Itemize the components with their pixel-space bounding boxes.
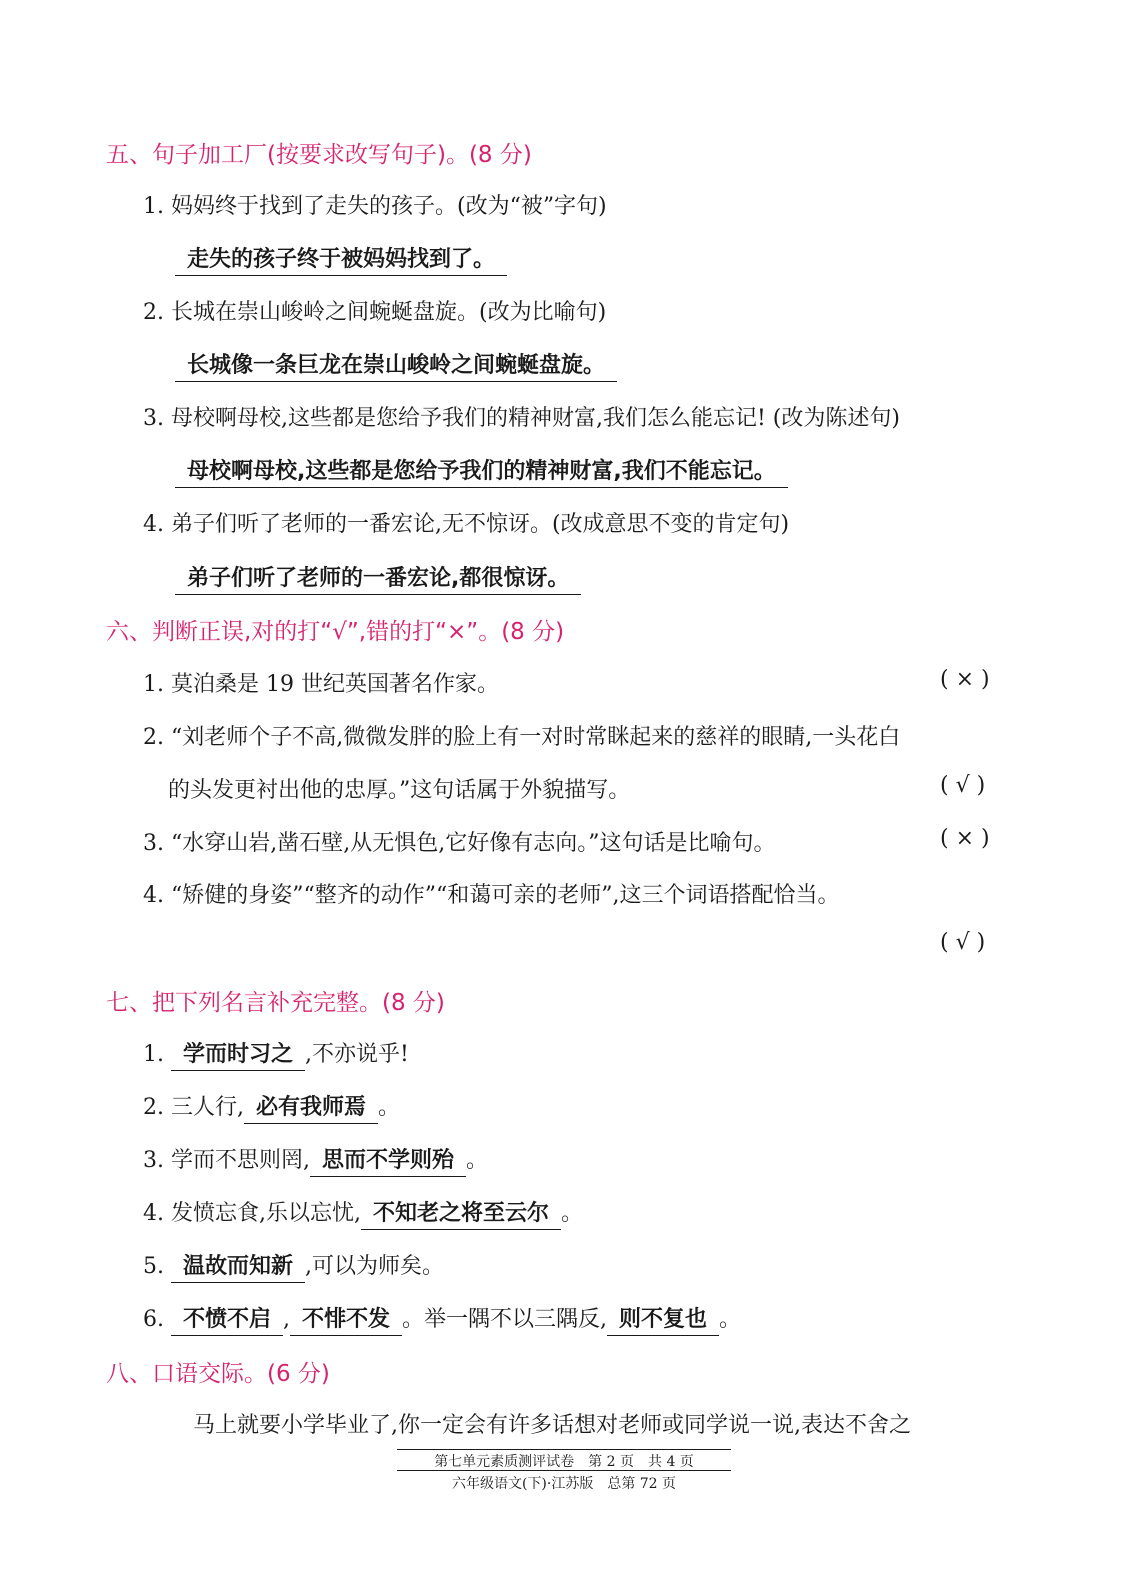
s5-answer-1: 走失的孩子终于被妈妈找到了。 [175, 242, 507, 276]
s5-question-3: 3. 母校啊母校,这些都是您给予我们的精神财富,我们怎么能忘记! (改为陈述句) [143, 406, 900, 431]
quote-text: ,可以为师矣。 [305, 1254, 445, 1279]
quote-text: 学而不思则罔, [171, 1148, 310, 1173]
quote-text: 。 [378, 1095, 401, 1120]
footer-rule-mid [397, 1470, 731, 1471]
s8-prompt-text: 马上就要小学毕业了,你一定会有许多话想对老师或同学说一说,表达不舍之 [193, 1413, 911, 1438]
footer-line-1: 第七单元素质测评试卷 第 2 页 共 4 页 [434, 1454, 694, 1470]
s5-answer-3: 母校啊母校,这些都是您给予我们的精神财富,我们不能忘记。 [175, 454, 788, 488]
s5-answer-4: 弟子们听了老师的一番宏论,都很惊讶。 [175, 561, 581, 595]
s7-item-6 [143, 1302, 741, 1336]
s5-question-2: 2. 长城在崇山峻岭之间蜿蜒盘旋。(改为比喻句) [143, 300, 607, 325]
filled-blank: 不愤不启 [171, 1302, 283, 1336]
quote-text: 三人行, [171, 1095, 244, 1120]
s7-item-3 [143, 1143, 488, 1177]
s7-item-2 [143, 1090, 400, 1124]
quote-text: 。 [466, 1148, 489, 1173]
filled-blank: 必有我师焉 [244, 1090, 378, 1124]
s6-statement-1: 1. 莫泊桑是 19 世纪英国著名作家。 [143, 672, 499, 697]
s7-item-1 [143, 1037, 409, 1071]
item-number: 4. [143, 1201, 164, 1226]
quote-text: ,不亦说乎! [305, 1042, 409, 1067]
quote-text: 发愤忘食,乐以忘忧, [171, 1201, 361, 1226]
section-5-title: 五、句子加工厂(按要求改写句子)。(8 分) [106, 142, 532, 168]
item-number: 3. [143, 1148, 164, 1173]
s6-statement-3: 3. “水穿山岩,凿石壁,从无惧色,它好像有志向。”这句话是比喻句。 [143, 831, 776, 856]
s6-statement-4: 4. “矫健的身姿”“整齐的动作”“和蔼可亲的老师”,这三个词语搭配恰当。 [143, 883, 840, 908]
s5-question-4: 4. 弟子们听了老师的一番宏论,无不惊讶。(改成意思不变的肯定句) [143, 512, 790, 537]
quote-text: 。 [561, 1201, 584, 1226]
s6-mark-1: ( × ) [940, 667, 990, 692]
filled-blank: 则不复也 [607, 1302, 719, 1336]
section-6-title: 六、判断正误,对的打“√”,错的打“×”。(8 分) [106, 619, 565, 645]
quote-text: 。 [719, 1307, 742, 1332]
filled-blank: 学而时习之 [171, 1037, 305, 1071]
filled-blank: 不悱不发 [290, 1302, 402, 1336]
s6-statement-2: 2. “刘老师个子不高,微微发胖的脸上有一对时常眯起来的慈祥的眼睛,一头花白 [143, 725, 901, 750]
quote-text: , [283, 1307, 291, 1332]
s5-question-1: 1. 妈妈终于找到了走失的孩子。(改为“被”字句) [143, 194, 607, 219]
item-number: 2. [143, 1095, 164, 1120]
item-number: 5. [143, 1254, 164, 1279]
footer-line-2: 六年级语文(下)·江苏版 总第 72 页 [451, 1476, 677, 1492]
footer-rule-top [397, 1449, 731, 1450]
s5-answer-2: 长城像一条巨龙在崇山峻岭之间蜿蜒盘旋。 [175, 348, 617, 382]
quote-text: 。举一隅不以三隅反, [402, 1307, 608, 1332]
section-8-title: 八、口语交际。(6 分) [106, 1361, 330, 1387]
filled-blank: 不知老之将至云尔 [361, 1196, 561, 1230]
s6-mark-4: ( √ ) [940, 930, 986, 955]
filled-blank: 思而不学则殆 [310, 1143, 466, 1177]
s6-mark-2: ( √ ) [940, 773, 986, 798]
s6-mark-3: ( × ) [940, 826, 990, 851]
item-number: 6. [143, 1307, 164, 1332]
s7-item-5 [143, 1249, 444, 1283]
filled-blank: 温故而知新 [171, 1249, 305, 1283]
item-number: 1. [143, 1042, 164, 1067]
section-7-title: 七、把下列名言补充完整。(8 分) [106, 990, 445, 1016]
s7-item-4 [143, 1196, 583, 1230]
s6-statement-2-cont: 的头发更衬出他的忠厚。”这句话属于外貌描写。 [168, 778, 631, 803]
